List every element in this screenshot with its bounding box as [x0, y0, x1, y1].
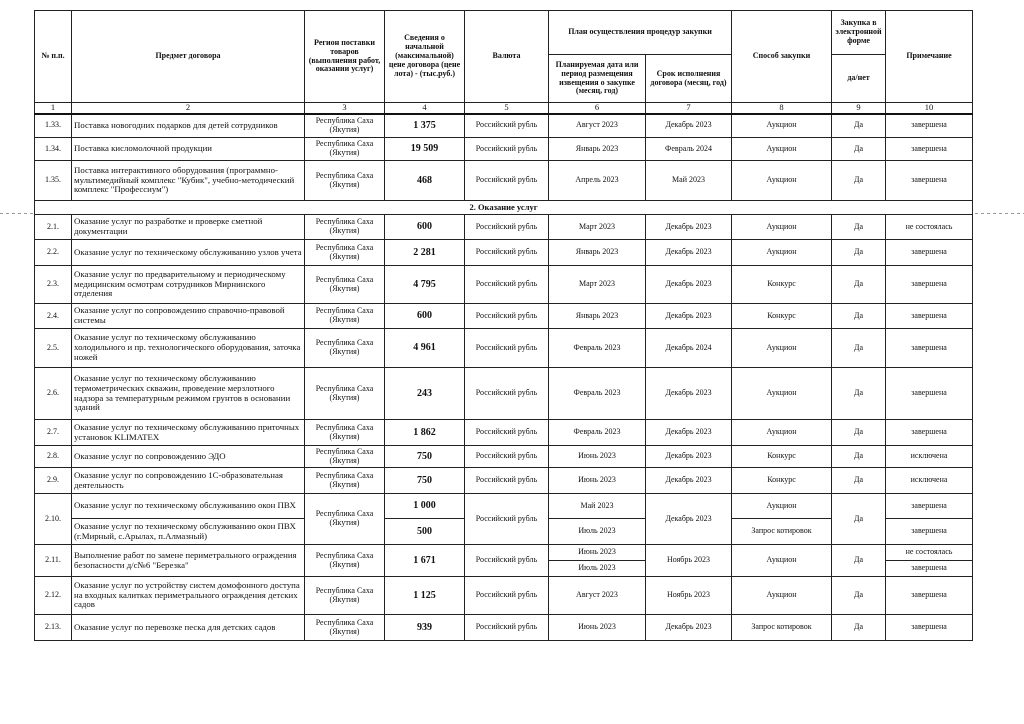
row-number: 2.12. — [35, 577, 72, 615]
row-number: 2.13. — [35, 615, 72, 641]
row-method: Конкурс — [732, 304, 832, 329]
row-currency: Российский рубль — [465, 304, 549, 329]
row-plan-term: Декабрь 2023 — [646, 494, 732, 545]
row-plan-term: Декабрь 2023 — [646, 615, 732, 641]
row-price: 4 795 — [385, 266, 465, 304]
header-electronic-yn: да/нет — [832, 55, 886, 103]
row-method: Запрос котировок — [732, 519, 832, 545]
row-price: 1 671 — [385, 545, 465, 577]
row-region: Республика Саха (Якутия) — [305, 329, 385, 368]
table-row — [35, 420, 973, 446]
row-region: Республика Саха (Якутия) — [305, 114, 385, 138]
table-row — [35, 545, 973, 561]
row-number: 2.3. — [35, 266, 72, 304]
row-number: 2.5. — [35, 329, 72, 368]
row-currency: Российский рубль — [465, 329, 549, 368]
row-plan-date: Март 2023 — [549, 266, 646, 304]
row-electronic: Да — [832, 138, 886, 161]
header-plan: План осуществления процедур закупки — [549, 11, 732, 55]
row-plan-term: Декабрь 2023 — [646, 215, 732, 240]
table-row — [35, 615, 973, 641]
row-electronic: Да — [832, 329, 886, 368]
row-price: 750 — [385, 468, 465, 494]
row-plan-date: Январь 2023 — [549, 304, 646, 329]
row-region: Республика Саха (Якутия) — [305, 446, 385, 468]
row-region: Республика Саха (Якутия) — [305, 304, 385, 329]
row-plan-date: Февраль 2023 — [549, 420, 646, 446]
row-number: 2.4. — [35, 304, 72, 329]
row-subject: Оказание услуг по техническому обслуживанию узлов учета — [72, 240, 305, 266]
header-region: Регион поставки товаров (выполнения работ, оказании услуг) — [305, 11, 385, 103]
row-subject: Поставка новогодних подарков для детей сотрудников — [72, 114, 305, 138]
row-region: Республика Саха (Якутия) — [305, 240, 385, 266]
row-subject: Оказание услуг по техническому обслуживанию окон ПВХ — [72, 494, 305, 519]
row-region: Республика Саха (Якутия) — [305, 161, 385, 201]
row-electronic: Да — [832, 240, 886, 266]
row-subject: Оказание услуг по техническому обслуживанию холодильного и пр. технологического оборудования, заточка ножей — [72, 329, 305, 368]
row-subject: Выполнение работ по замене периметрального ограждения безопасности д/с№6 "Березка" — [72, 545, 305, 577]
table-row — [35, 494, 973, 519]
header-plan-term: Срок исполнения договора (месяц, год) — [646, 55, 732, 103]
row-currency: Российский рубль — [465, 420, 549, 446]
row-plan-date: Август 2023 — [549, 577, 646, 615]
row-number: 2.7. — [35, 420, 72, 446]
row-method: Аукцион — [732, 329, 832, 368]
row-region: Республика Саха (Якутия) — [305, 266, 385, 304]
procurement-plan-page — [34, 10, 972, 641]
row-plan-date: Август 2023 — [549, 114, 646, 138]
row-price: 1 125 — [385, 577, 465, 615]
table-row — [35, 161, 973, 201]
row-price: 600 — [385, 215, 465, 240]
row-currency: Российский рубль — [465, 468, 549, 494]
row-plan-term: Февраль 2024 — [646, 138, 732, 161]
row-price: 600 — [385, 304, 465, 329]
row-plan-date: Июль 2023 — [549, 519, 646, 545]
row-region: Республика Саха (Якутия) — [305, 545, 385, 577]
row-plan-date: Февраль 2023 — [549, 329, 646, 368]
row-plan-term: Декабрь 2024 — [646, 329, 732, 368]
row-plan-term: Декабрь 2023 — [646, 266, 732, 304]
row-subject: Оказание услуг по предварительному и периодическому медицинским осмотрам сотрудников Мирнинского отделения — [72, 266, 305, 304]
row-currency: Российский рубль — [465, 266, 549, 304]
row-region: Республика Саха (Якутия) — [305, 138, 385, 161]
row-subject: Оказание услуг по сопровождению ЭДО — [72, 446, 305, 468]
table-row — [35, 114, 973, 138]
row-electronic: Да — [832, 114, 886, 138]
header-electronic: Закупка в электронной форме — [832, 11, 886, 55]
col-number: 6 — [549, 103, 646, 114]
row-electronic: Да — [832, 468, 886, 494]
row-plan-date: Июль 2023 — [549, 561, 646, 577]
row-electronic: Да — [832, 368, 886, 420]
row-number: 2.9. — [35, 468, 72, 494]
row-plan-term: Ноябрь 2023 — [646, 545, 732, 577]
header-plan-date: Планируемая дата или период размещения извещения о закупке (месяц, год) — [549, 55, 646, 103]
row-note: завершена — [886, 304, 973, 329]
col-number: 1 — [35, 103, 72, 114]
row-price: 19 509 — [385, 138, 465, 161]
row-note: завершена — [886, 368, 973, 420]
row-note: завершена — [886, 494, 973, 519]
row-method: Аукцион — [732, 494, 832, 519]
row-method: Аукцион — [732, 114, 832, 138]
row-method: Аукцион — [732, 420, 832, 446]
row-subject: Оказание услуг по разработке и проверке сметной документации — [72, 215, 305, 240]
row-price: 4 961 — [385, 329, 465, 368]
row-subject: Поставка кисломолочной продукции — [72, 138, 305, 161]
row-note: не состоялась — [886, 545, 973, 561]
row-electronic: Да — [832, 494, 886, 545]
table-row — [35, 329, 973, 368]
row-plan-date: Июнь 2023 — [549, 615, 646, 641]
row-method: Аукцион — [732, 161, 832, 201]
row-number: 1.33. — [35, 114, 72, 138]
row-plan-date: Июнь 2023 — [549, 545, 646, 561]
col-number: 8 — [732, 103, 832, 114]
table-row — [35, 446, 973, 468]
row-note: завершена — [886, 519, 973, 545]
row-note: не состоялась — [886, 215, 973, 240]
row-number: 1.34. — [35, 138, 72, 161]
row-plan-date: Февраль 2023 — [549, 368, 646, 420]
row-method: Аукцион — [732, 138, 832, 161]
row-subject: Оказание услуг по перевозке песка для детских садов — [72, 615, 305, 641]
table-row — [35, 468, 973, 494]
row-method: Конкурс — [732, 266, 832, 304]
row-currency: Российский рубль — [465, 368, 549, 420]
row-note: завершена — [886, 138, 973, 161]
row-method: Аукцион — [732, 577, 832, 615]
row-region: Республика Саха (Якутия) — [305, 420, 385, 446]
row-price: 500 — [385, 519, 465, 545]
row-currency: Российский рубль — [465, 215, 549, 240]
row-plan-date: Июнь 2023 — [549, 468, 646, 494]
col-number: 2 — [72, 103, 305, 114]
row-price: 468 — [385, 161, 465, 201]
row-number: 2.8. — [35, 446, 72, 468]
table-row — [35, 138, 973, 161]
table-row — [35, 368, 973, 420]
row-method: Аукцион — [732, 215, 832, 240]
header-currency: Валюта — [465, 11, 549, 103]
row-region: Республика Саха (Якутия) — [305, 494, 385, 545]
header-note: Примечание — [886, 11, 973, 103]
row-plan-date: Июнь 2023 — [549, 446, 646, 468]
procurement-plan-table — [34, 10, 973, 641]
row-electronic: Да — [832, 545, 886, 577]
row-region: Республика Саха (Якутия) — [305, 368, 385, 420]
row-number: 2.11. — [35, 545, 72, 577]
row-method: Конкурс — [732, 468, 832, 494]
col-number: 4 — [385, 103, 465, 114]
row-plan-term: Декабрь 2023 — [646, 368, 732, 420]
row-currency: Российский рубль — [465, 494, 549, 545]
row-note: завершена — [886, 577, 973, 615]
row-plan-date: Апрель 2023 — [549, 161, 646, 201]
row-currency: Российский рубль — [465, 138, 549, 161]
row-note: завершена — [886, 561, 973, 577]
row-subject: Оказание услуг по сопровождению 1С-образовательная деятельность — [72, 468, 305, 494]
row-region: Республика Саха (Якутия) — [305, 215, 385, 240]
row-number: 2.1. — [35, 215, 72, 240]
row-electronic: Да — [832, 577, 886, 615]
table-row — [35, 266, 973, 304]
row-method: Запрос котировок — [732, 615, 832, 641]
row-plan-term: Декабрь 2023 — [646, 240, 732, 266]
section-row — [35, 201, 973, 215]
row-note: исключена — [886, 446, 973, 468]
row-note: завершена — [886, 240, 973, 266]
row-plan-term: Декабрь 2023 — [646, 468, 732, 494]
row-plan-term: Декабрь 2023 — [646, 446, 732, 468]
row-electronic: Да — [832, 615, 886, 641]
row-price: 1 375 — [385, 114, 465, 138]
table-row — [35, 215, 973, 240]
row-note: завершена — [886, 114, 973, 138]
row-plan-date: Март 2023 — [549, 215, 646, 240]
row-electronic: Да — [832, 304, 886, 329]
row-plan-date: Январь 2023 — [549, 240, 646, 266]
row-note: завершена — [886, 420, 973, 446]
col-number: 10 — [886, 103, 973, 114]
row-plan-term: Декабрь 2023 — [646, 420, 732, 446]
row-electronic: Да — [832, 420, 886, 446]
row-subject: Оказание услуг по техническому обслуживанию окон ПВХ (г.Мирный, с.Арылах, п.Алмазный) — [72, 519, 305, 545]
row-currency: Российский рубль — [465, 240, 549, 266]
row-note: завершена — [886, 615, 973, 641]
row-price: 1 862 — [385, 420, 465, 446]
row-number: 2.10. — [35, 494, 72, 545]
row-price: 243 — [385, 368, 465, 420]
row-currency: Российский рубль — [465, 446, 549, 468]
row-price: 939 — [385, 615, 465, 641]
row-note: завершена — [886, 329, 973, 368]
header-method: Способ закупки — [732, 11, 832, 103]
table-row — [35, 304, 973, 329]
row-plan-term: Май 2023 — [646, 161, 732, 201]
header-subject: Предмет договора — [72, 11, 305, 103]
row-currency: Российский рубль — [465, 114, 549, 138]
section-title: 2. Оказание услуг — [35, 201, 973, 215]
table-row — [35, 577, 973, 615]
col-number: 9 — [832, 103, 886, 114]
row-method: Конкурс — [732, 446, 832, 468]
row-method: Аукцион — [732, 545, 832, 577]
row-plan-term: Декабрь 2023 — [646, 114, 732, 138]
col-number: 3 — [305, 103, 385, 114]
row-method: Аукцион — [732, 368, 832, 420]
row-electronic: Да — [832, 161, 886, 201]
row-region: Республика Саха (Якутия) — [305, 468, 385, 494]
row-subject: Оказание услуг по сопровождению справочно-правовой системы — [72, 304, 305, 329]
header-price: Сведения о начальной (максимальной) цене договора (цене лота) - (тыс.руб.) — [385, 11, 465, 103]
row-currency: Российский рубль — [465, 545, 549, 577]
row-currency: Российский рубль — [465, 615, 549, 641]
row-plan-date: Январь 2023 — [549, 138, 646, 161]
row-currency: Российский рубль — [465, 161, 549, 201]
row-method: Аукцион — [732, 240, 832, 266]
row-plan-term: Декабрь 2023 — [646, 304, 732, 329]
row-note: исключена — [886, 468, 973, 494]
row-currency: Российский рубль — [465, 577, 549, 615]
table-row — [35, 240, 973, 266]
row-plan-term: Ноябрь 2023 — [646, 577, 732, 615]
row-price: 1 000 — [385, 494, 465, 519]
row-region: Республика Саха (Якутия) — [305, 615, 385, 641]
row-price: 750 — [385, 446, 465, 468]
row-subject: Оказание услуг по техническому обслуживанию термометрических скважин, проведение мерзлотного надзора за температурным режимом грунтов в основании зданий — [72, 368, 305, 420]
row-note: завершена — [886, 161, 973, 201]
row-plan-date: Май 2023 — [549, 494, 646, 519]
row-electronic: Да — [832, 215, 886, 240]
row-price: 2 281 — [385, 240, 465, 266]
row-electronic: Да — [832, 266, 886, 304]
row-subject: Оказание услуг по устройству систем домофонного доступа на входных калитках периметрального ограждения детских садов — [72, 577, 305, 615]
row-subject: Поставка интерактивного оборудования (программно-мультимедийный комплекс "Кубик", учебно-методический комплекс "Профессиум") — [72, 161, 305, 201]
row-number: 2.6. — [35, 368, 72, 420]
row-number: 1.35. — [35, 161, 72, 201]
row-note: завершена — [886, 266, 973, 304]
row-region: Республика Саха (Якутия) — [305, 577, 385, 615]
row-subject: Оказание услуг по техническому обслуживанию приточных установок KLIMATEX — [72, 420, 305, 446]
col-number: 5 — [465, 103, 549, 114]
row-number: 2.2. — [35, 240, 72, 266]
col-number: 7 — [646, 103, 732, 114]
row-electronic: Да — [832, 446, 886, 468]
column-number-row — [35, 103, 973, 114]
header-num: № п.п. — [35, 11, 72, 103]
